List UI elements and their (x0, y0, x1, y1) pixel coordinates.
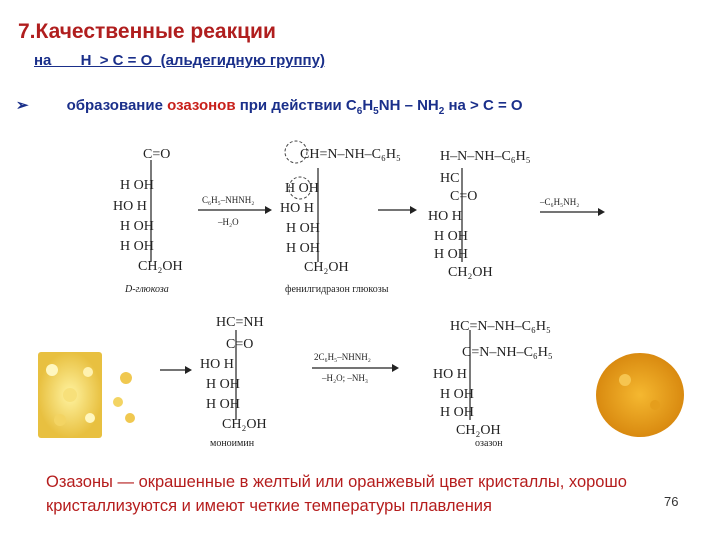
glucose-caption: D-глюкоза (125, 284, 169, 295)
glucose-row-1: H OH (120, 178, 154, 193)
monoimine-row-2: HO H (200, 357, 234, 372)
bullet-prefix: образование (66, 97, 168, 114)
monoimine-bottom: CH₂OH (222, 417, 267, 432)
monoimine-row-1: C=O (226, 337, 254, 352)
glucose-structure (113, 147, 183, 295)
sub-5: 5 (373, 106, 379, 117)
osazone-bottom: CH₂OH (456, 423, 501, 438)
glucose-top: C=O (143, 147, 171, 162)
intermediate-row-4: H OH (434, 229, 468, 244)
reagent3-below: –H₂O; –NH₃ (322, 373, 369, 383)
bullet-nh: NH – NH (378, 97, 439, 114)
osazone-row-1: HO H (433, 367, 467, 382)
hydrazone-structure (280, 141, 401, 295)
monoimine-row-3: H OH (206, 377, 240, 392)
slide-title: 7.Качественные реакции (18, 20, 276, 43)
bullet-middle: при действии C (235, 97, 357, 114)
intermediate-row-2: C=O (450, 189, 478, 204)
glucose-row-4: H OH (120, 239, 154, 254)
hydrazone-row-3: H OH (286, 221, 320, 236)
hydrazone-row-4: H OH (286, 241, 320, 256)
bullet-highlight: озазонов (167, 97, 236, 114)
reaction-arrow-3 (539, 197, 605, 216)
osazone-second: C=N–NH–C₆H₅ (462, 345, 553, 360)
sub-6: 6 (356, 106, 363, 117)
reagent2-above: –C₆H₅NH₂ (540, 197, 580, 207)
osazone-top: HC=N–NH–C₆H₅ (450, 319, 551, 334)
subtitle: на Н > С = О (альдегидную группу) (34, 52, 325, 69)
hydrazone-row-2: HO H (280, 201, 314, 216)
reaction-arrow-1 (198, 195, 272, 227)
reagent1-above: C₆H₅–NHNH₂ (202, 195, 255, 205)
glucose-row-3: H OH (120, 219, 154, 234)
footer-note: Озазоны — окрашенные в желтый или оранжевый цвет кристаллы, хорошо кристаллизуются и имеют четкие температуры плавления (46, 473, 627, 515)
arrow-bullet-icon: ➢ (16, 97, 29, 114)
osazone-row-3: H OH (440, 405, 474, 420)
bullet-h: H (362, 97, 374, 114)
monoimine-structure (200, 315, 267, 449)
glucose-bottom: CH₂OH (138, 259, 183, 274)
glucose-row-2: HO H (113, 199, 147, 214)
intermediate-top: H–N–NH–C₆H₅ (440, 149, 531, 164)
monoimine-top: HC=NH (216, 315, 264, 330)
hydrazone-bottom: CH₂OH (304, 260, 349, 275)
bullet-suffix: на > C = O (444, 97, 523, 114)
hydrazone-row-1: H OH (285, 181, 319, 196)
intermediate-bottom: CH₂OH (448, 265, 493, 280)
monoimine-row-4: H OH (206, 397, 240, 412)
orange-powder-photo (596, 353, 684, 437)
reagent1-below: –H₂O (218, 217, 239, 227)
hydrazone-top: CH=N–NH–C₆H₅ (300, 147, 401, 162)
page-number: 76 (664, 494, 679, 509)
osazone-caption: озазон (475, 438, 503, 449)
intermediate-row-3: HO H (428, 209, 462, 224)
intermediate-structure (428, 149, 531, 280)
monoimine-caption: моноимин (210, 438, 255, 449)
yellow-crystals-photo (38, 352, 135, 438)
reaction-arrow-4 (160, 366, 192, 374)
osazone-structure (433, 319, 553, 449)
intermediate-row-1: HC (440, 171, 460, 186)
sub-2: 2 (438, 106, 445, 117)
reaction-arrow-5 (312, 352, 399, 383)
hydrazone-caption: фенилгидразон глюкозы (285, 284, 389, 295)
osazone-row-2: H OH (440, 387, 474, 402)
reagent3-above: 2C₆H₅–NHNH₂ (314, 352, 371, 362)
intermediate-row-5: H OH (434, 247, 468, 262)
reaction-arrow-2 (378, 206, 417, 214)
